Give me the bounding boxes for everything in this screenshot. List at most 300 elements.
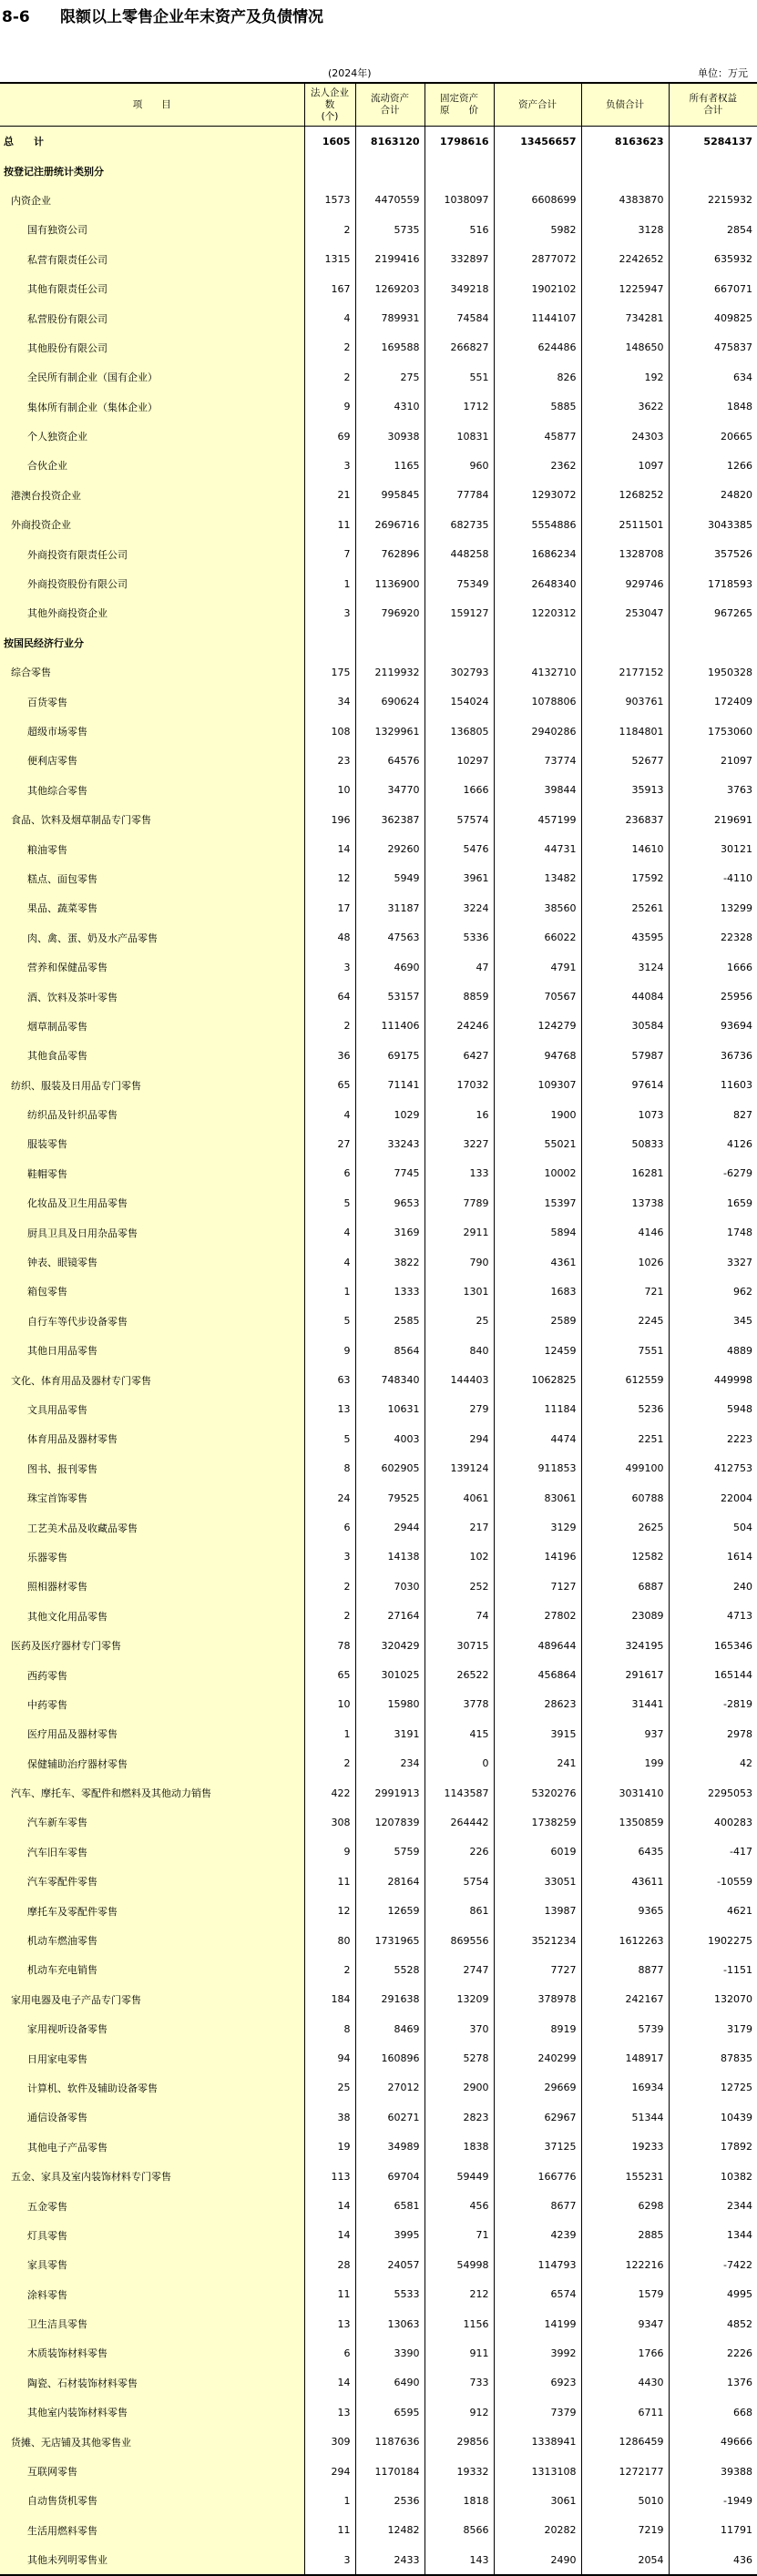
- cell-value: 7789: [425, 1188, 494, 1217]
- cell-value: 21097: [669, 746, 757, 775]
- cell-value: 5476: [425, 834, 494, 863]
- row-label: 照相器材零售: [0, 1572, 304, 1601]
- table-row: [0, 1838, 757, 1867]
- row-label: 酒、饮料及茶叶零售: [0, 982, 304, 1011]
- cell-value: 241: [494, 1748, 581, 1777]
- cell-value: 219691: [669, 805, 757, 834]
- cell-value: 5754: [425, 1867, 494, 1896]
- cell-value: 2: [304, 1012, 355, 1041]
- cell-value: [355, 156, 425, 185]
- row-label: 五金零售: [0, 2191, 304, 2220]
- cell-value: 2295053: [669, 1778, 757, 1807]
- cell-value: 11: [304, 2280, 355, 2309]
- cell-value: 78: [304, 1631, 355, 1660]
- cell-value: 2: [304, 1572, 355, 1601]
- cell-value: 37125: [494, 2133, 581, 2162]
- cell-value: 3327: [669, 1247, 757, 1277]
- cell-value: 11184: [494, 1395, 581, 1424]
- table-row: [0, 1307, 757, 1336]
- table-row: [0, 481, 757, 510]
- cell-value: 4852: [669, 2309, 757, 2338]
- cell-value: 113: [304, 2162, 355, 2191]
- cell-value: 6435: [581, 1838, 669, 1867]
- row-label: 文化、体育用品及器材专门零售: [0, 1365, 304, 1394]
- cell-value: 1718593: [669, 569, 757, 598]
- cell-value: 79525: [355, 1483, 425, 1512]
- cell-value: 4132710: [494, 657, 581, 687]
- cell-value: 166776: [494, 2162, 581, 2191]
- cell-value: 668: [669, 2398, 757, 2427]
- table-row: [0, 1572, 757, 1601]
- cell-value: 5: [304, 1307, 355, 1336]
- cell-value: 5554886: [494, 510, 581, 539]
- cell-value: 2: [304, 215, 355, 244]
- cell-value: 1: [304, 1277, 355, 1306]
- cell-value: 44731: [494, 834, 581, 863]
- cell-value: 2885: [581, 2221, 669, 2250]
- cell-value: 27164: [355, 1602, 425, 1631]
- cell-value: 1315: [304, 245, 355, 274]
- cell-value: 790: [425, 1247, 494, 1277]
- cell-value: 27802: [494, 1602, 581, 1631]
- cell-value: 8877: [581, 1955, 669, 1984]
- row-label: 家具零售: [0, 2250, 304, 2279]
- cell-value: 308: [304, 1807, 355, 1837]
- cell-value: 10297: [425, 746, 494, 775]
- col-header-total-assets: 资产合计: [494, 83, 581, 127]
- cell-value: 1143587: [425, 1778, 494, 1807]
- row-label: 医疗用品及器材零售: [0, 1719, 304, 1748]
- cell-value: 349218: [425, 274, 494, 303]
- cell-value: 30938: [355, 422, 425, 451]
- table-row: [0, 1543, 757, 1572]
- cell-value: 2119932: [355, 657, 425, 687]
- row-label: 通信设备零售: [0, 2103, 304, 2132]
- cell-value: 911853: [494, 1454, 581, 1483]
- table-row: [0, 834, 757, 863]
- row-label: 私营有限责任公司: [0, 245, 304, 274]
- cell-value: 31441: [581, 1690, 669, 1719]
- cell-value: 2226: [669, 2338, 757, 2367]
- cell-value: 7127: [494, 1572, 581, 1601]
- cell-value: 266827: [425, 333, 494, 362]
- cell-value: -2819: [669, 1690, 757, 1719]
- col-header-owner-equity: 所有者权益 合计: [669, 83, 757, 127]
- cell-value: 3224: [425, 893, 494, 922]
- row-label: 涂料零售: [0, 2280, 304, 2309]
- cell-value: 1902275: [669, 1926, 757, 1955]
- cell-value: 60788: [581, 1483, 669, 1512]
- row-label: 珠宝首饰零售: [0, 1483, 304, 1512]
- cell-value: 60271: [355, 2103, 425, 2132]
- row-label: 外商投资股份有限公司: [0, 569, 304, 598]
- cell-value: 15397: [494, 1188, 581, 1217]
- cell-value: -417: [669, 1838, 757, 1867]
- cell-value: 1029: [355, 1100, 425, 1129]
- cell-value: 1683: [494, 1277, 581, 1306]
- cell-value: 1766: [581, 2338, 669, 2367]
- cell-value: [425, 628, 494, 657]
- cell-value: 24: [304, 1483, 355, 1512]
- cell-value: 14610: [581, 834, 669, 863]
- cell-value: 24057: [355, 2250, 425, 2279]
- cell-value: 449998: [669, 1365, 757, 1394]
- cell-value: 516: [425, 215, 494, 244]
- cell-value: 3622: [581, 392, 669, 422]
- row-label: 卫生洁具零售: [0, 2309, 304, 2338]
- cell-value: 73774: [494, 746, 581, 775]
- cell-value: 39844: [494, 776, 581, 805]
- cell-value: 1748: [669, 1217, 757, 1247]
- header-row: [0, 83, 757, 127]
- cell-value: 9: [304, 1336, 355, 1365]
- row-label: 汽车零配件零售: [0, 1867, 304, 1896]
- cell-value: 5010: [581, 2486, 669, 2515]
- cell-value: [355, 628, 425, 657]
- cell-value: 12459: [494, 1336, 581, 1365]
- cell-value: 10631: [355, 1395, 425, 1424]
- cell-value: 59449: [425, 2162, 494, 2191]
- cell-value: 5894: [494, 1217, 581, 1247]
- cell-value: 2433: [355, 2545, 425, 2575]
- table-row: [0, 1424, 757, 1453]
- cell-value: [669, 628, 757, 657]
- cell-value: 11: [304, 510, 355, 539]
- cell-value: 7030: [355, 1572, 425, 1601]
- cell-value: 2823: [425, 2103, 494, 2132]
- cell-value: 53157: [355, 982, 425, 1011]
- cell-value: 34770: [355, 776, 425, 805]
- row-label: 其他未列明零售业: [0, 2545, 304, 2575]
- cell-value: 682735: [425, 510, 494, 539]
- cell-value: 4239: [494, 2221, 581, 2250]
- table-row: [0, 2280, 757, 2309]
- cell-value: 412753: [669, 1454, 757, 1483]
- cell-value: 499100: [581, 1454, 669, 1483]
- cell-value: 133: [425, 1159, 494, 1188]
- cell-value: 1614: [669, 1543, 757, 1572]
- cell-value: 13: [304, 2398, 355, 2427]
- cell-value: 9: [304, 1838, 355, 1867]
- cell-value: -7422: [669, 2250, 757, 2279]
- row-label: 体育用品及器材零售: [0, 1424, 304, 1453]
- cell-value: 3915: [494, 1719, 581, 1748]
- row-label: 机动车充电销售: [0, 1955, 304, 1984]
- cell-value: 54998: [425, 2250, 494, 2279]
- cell-value: 21: [304, 481, 355, 510]
- cell-value: 139124: [425, 1454, 494, 1483]
- cell-value: 1338941: [494, 2427, 581, 2456]
- cell-value: 136805: [425, 717, 494, 746]
- cell-value: 160896: [355, 2043, 425, 2072]
- row-label: 自动售货机零售: [0, 2486, 304, 2515]
- cell-value: 2: [304, 1955, 355, 1984]
- cell-value: 4791: [494, 952, 581, 982]
- unit-note: 单位：万元: [698, 67, 748, 79]
- table-row: [0, 1365, 757, 1394]
- cell-value: 25: [425, 1307, 494, 1336]
- cell-value: 1666: [425, 776, 494, 805]
- cell-value: 20282: [494, 2516, 581, 2545]
- table-row: [0, 422, 757, 451]
- row-label: 集体所有制企业（集体企业）: [0, 392, 304, 422]
- table-row: [0, 1955, 757, 1984]
- cell-value: 55021: [494, 1129, 581, 1158]
- row-label: 其他日用品零售: [0, 1336, 304, 1365]
- cell-value: 154024: [425, 687, 494, 716]
- table-row: [0, 451, 757, 480]
- cell-value: 733: [425, 2368, 494, 2398]
- cell-value: 5885: [494, 392, 581, 422]
- cell-value: 409825: [669, 303, 757, 332]
- cell-value: 4889: [669, 1336, 757, 1365]
- cell-value: 320429: [355, 1631, 425, 1660]
- table-row: [0, 1336, 757, 1365]
- cell-value: 3778: [425, 1690, 494, 1719]
- cell-value: 3763: [669, 776, 757, 805]
- cell-value: 52677: [581, 746, 669, 775]
- cell-value: 734281: [581, 303, 669, 332]
- cell-value: 8469: [355, 2014, 425, 2043]
- row-label: 其他电子产品零售: [0, 2133, 304, 2162]
- cell-value: 929746: [581, 569, 669, 598]
- cell-value: 57574: [425, 805, 494, 834]
- table-row: [0, 1277, 757, 1306]
- table-row: [0, 923, 757, 952]
- cell-value: 10002: [494, 1159, 581, 1188]
- cell-value: [669, 156, 757, 185]
- cell-value: 19: [304, 2133, 355, 2162]
- table-row: [0, 362, 757, 392]
- row-label: 糕点、面包零售: [0, 864, 304, 893]
- cell-value: 49666: [669, 2427, 757, 2456]
- cell-value: [304, 628, 355, 657]
- cell-value: -10559: [669, 1867, 757, 1896]
- cell-value: 2854: [669, 215, 757, 244]
- cell-value: 6608699: [494, 186, 581, 215]
- table-row: [0, 1071, 757, 1100]
- cell-value: 5739: [581, 2014, 669, 2043]
- row-label: 钟表、眼镜零售: [0, 1247, 304, 1277]
- cell-value: 11: [304, 1867, 355, 1896]
- cell-value: 3179: [669, 2014, 757, 2043]
- row-label: 纺织品及针织品零售: [0, 1100, 304, 1129]
- cell-value: 14138: [355, 1543, 425, 1572]
- row-label: 汽车旧车零售: [0, 1838, 304, 1867]
- cell-value: 48: [304, 923, 355, 952]
- row-label: 箱包零售: [0, 1277, 304, 1306]
- cell-value: 45877: [494, 422, 581, 451]
- cell-value: 2511501: [581, 510, 669, 539]
- cell-value: 362387: [355, 805, 425, 834]
- cell-value: 39388: [669, 2457, 757, 2486]
- cell-value: 3822: [355, 1247, 425, 1277]
- table-row: [0, 952, 757, 982]
- cell-value: 10382: [669, 2162, 757, 2191]
- cell-value: 3: [304, 598, 355, 627]
- cell-value: 1078806: [494, 687, 581, 716]
- cell-value: 155231: [581, 2162, 669, 2191]
- cell-value: 13: [304, 2309, 355, 2338]
- cell-value: 66022: [494, 923, 581, 952]
- cell-value: 2362: [494, 451, 581, 480]
- cell-value: 31187: [355, 893, 425, 922]
- cell-value: 12: [304, 864, 355, 893]
- cell-value: 1900: [494, 1100, 581, 1129]
- row-label: 生活用燃料零售: [0, 2516, 304, 2545]
- cell-value: 457199: [494, 805, 581, 834]
- cell-value: 165144: [669, 1660, 757, 1689]
- cell-value: 22328: [669, 923, 757, 952]
- cell-value: 869556: [425, 1926, 494, 1955]
- cell-value: 456864: [494, 1660, 581, 1689]
- cell-value: 1144107: [494, 303, 581, 332]
- cell-value: 253047: [581, 598, 669, 627]
- cell-value: 4690: [355, 952, 425, 982]
- data-table: [0, 82, 757, 2576]
- cell-value: 1268252: [581, 481, 669, 510]
- cell-value: 184: [304, 1985, 355, 2014]
- cell-value: 74584: [425, 303, 494, 332]
- row-label: 文具用品零售: [0, 1395, 304, 1424]
- cell-value: 10439: [669, 2103, 757, 2132]
- table-row: [0, 2133, 757, 2162]
- row-label: 汽车新车零售: [0, 1807, 304, 1837]
- cell-value: 192: [581, 362, 669, 392]
- cell-value: 30715: [425, 1631, 494, 1660]
- table-row: [0, 657, 757, 687]
- cell-value: 13: [304, 1395, 355, 1424]
- cell-value: 33051: [494, 1867, 581, 1896]
- cell-value: 12: [304, 1896, 355, 1925]
- cell-value: 94768: [494, 1041, 581, 1070]
- row-label: 西药零售: [0, 1660, 304, 1689]
- cell-value: 827: [669, 1100, 757, 1129]
- table-row: [0, 1631, 757, 1660]
- cell-value: 94: [304, 2043, 355, 2072]
- cell-value: 17592: [581, 864, 669, 893]
- table-row: [0, 746, 757, 775]
- table-row: [0, 1100, 757, 1129]
- cell-value: 4: [304, 1217, 355, 1247]
- table-row: [0, 2486, 757, 2515]
- cell-value: 2625: [581, 1512, 669, 1542]
- row-label: 灯具零售: [0, 2221, 304, 2250]
- cell-value: 2215932: [669, 186, 757, 215]
- row-label: 医药及医疗器材专门零售: [0, 1631, 304, 1660]
- row-label: 其他文化用品零售: [0, 1602, 304, 1631]
- cell-value: 3128: [581, 215, 669, 244]
- row-label: 全民所有制企业（国有企业）: [0, 362, 304, 392]
- cell-value: 4383870: [581, 186, 669, 215]
- cell-value: 489644: [494, 1631, 581, 1660]
- cell-value: 69704: [355, 2162, 425, 2191]
- cell-value: 4: [304, 1247, 355, 1277]
- cell-value: 65: [304, 1660, 355, 1689]
- table-row: [0, 2545, 757, 2575]
- cell-value: 3961: [425, 864, 494, 893]
- cell-value: 5759: [355, 1838, 425, 1867]
- row-label: 百货零售: [0, 687, 304, 716]
- cell-value: 17: [304, 893, 355, 922]
- cell-value: 16934: [581, 2073, 669, 2103]
- cell-value: 690624: [355, 687, 425, 716]
- cell-value: 234: [355, 1748, 425, 1777]
- table-row: [0, 2073, 757, 2103]
- cell-value: 240299: [494, 2043, 581, 2072]
- table-row: [0, 1807, 757, 1837]
- cell-value: 1269203: [355, 274, 425, 303]
- cell-value: 5: [304, 1188, 355, 1217]
- cell-value: 635932: [669, 245, 757, 274]
- table-title: [2, 4, 323, 27]
- cell-value: 1: [304, 2486, 355, 2515]
- col-header-total-liabilities: 负债合计: [581, 83, 669, 127]
- cell-value: 74: [425, 1602, 494, 1631]
- table-body: [0, 127, 757, 2576]
- table-row: [0, 982, 757, 1011]
- cell-value: 634: [669, 362, 757, 392]
- cell-value: 169588: [355, 333, 425, 362]
- table-row: [0, 245, 757, 274]
- cell-value: 75349: [425, 569, 494, 598]
- cell-value: 7219: [581, 2516, 669, 2545]
- cell-value: 27012: [355, 2073, 425, 2103]
- cell-value: 6581: [355, 2191, 425, 2220]
- cell-value: 144403: [425, 1365, 494, 1394]
- cell-value: 667071: [669, 274, 757, 303]
- cell-value: 2245: [581, 1307, 669, 1336]
- cell-value: 6923: [494, 2368, 581, 2398]
- cell-value: 5948: [669, 1395, 757, 1424]
- cell-value: 13209: [425, 1985, 494, 2014]
- row-label: 总 计: [0, 127, 304, 157]
- row-label: 按登记注册统计类别分: [0, 156, 304, 185]
- cell-value: 6: [304, 1159, 355, 1188]
- cell-value: 6887: [581, 1572, 669, 1601]
- cell-value: 9: [304, 392, 355, 422]
- cell-value: 2944: [355, 1512, 425, 1542]
- cell-value: 1712: [425, 392, 494, 422]
- cell-value: 1: [304, 569, 355, 598]
- row-label: 外商投资企业: [0, 510, 304, 539]
- row-label: 日用家电零售: [0, 2043, 304, 2072]
- table-row: [0, 1926, 757, 1955]
- cell-value: 8677: [494, 2191, 581, 2220]
- cell-value: 1301: [425, 1277, 494, 1306]
- row-label: 机动车燃油零售: [0, 1926, 304, 1955]
- cell-value: 10: [304, 776, 355, 805]
- cell-value: 2585: [355, 1307, 425, 1336]
- cell-value: 4003: [355, 1424, 425, 1453]
- cell-value: 28: [304, 2250, 355, 2279]
- cell-value: 16281: [581, 1159, 669, 1188]
- cell-value: 35913: [581, 776, 669, 805]
- table-row: [0, 1985, 757, 2014]
- cell-value: 9365: [581, 1896, 669, 1925]
- row-label: 计算机、软件及辅助设备零售: [0, 2073, 304, 2103]
- cell-value: 65: [304, 1071, 355, 1100]
- cell-value: 1344: [669, 2221, 757, 2250]
- cell-value: 109307: [494, 1071, 581, 1100]
- table-row: [0, 1247, 757, 1277]
- cell-value: 3: [304, 451, 355, 480]
- cell-value: 24246: [425, 1012, 494, 1041]
- cell-value: 1376: [669, 2368, 757, 2398]
- cell-value: 33243: [355, 1129, 425, 1158]
- cell-value: 167: [304, 274, 355, 303]
- table-row: [0, 1483, 757, 1512]
